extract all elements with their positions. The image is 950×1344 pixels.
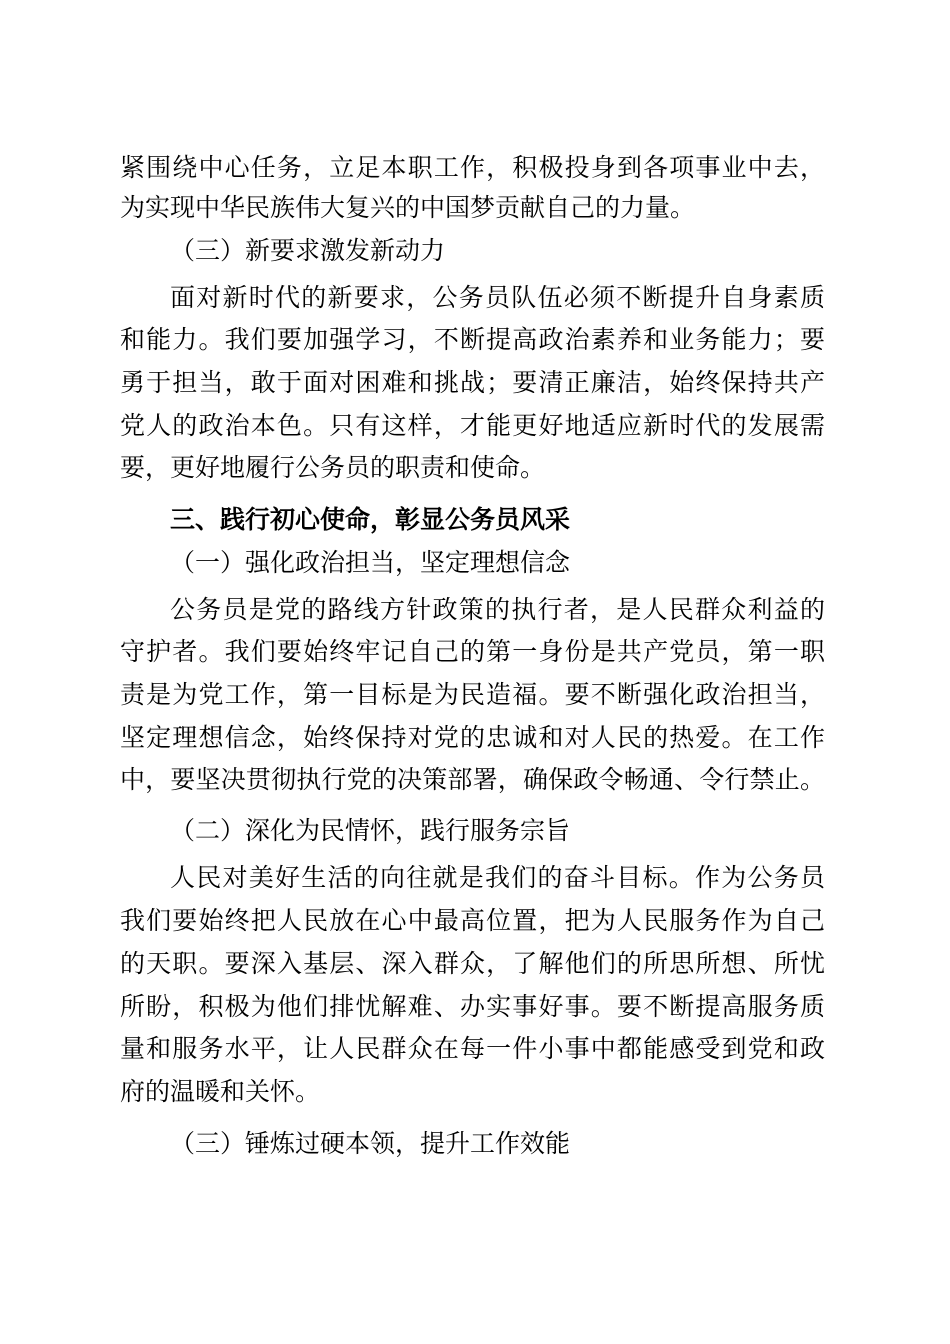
section-subheading: （三）锤炼过硬本领，提升工作效能 — [170, 1129, 571, 1158]
paragraph-line: 中，要坚决贯彻执行党的决策部署，确保政令畅通、令行禁止。 — [120, 765, 825, 794]
paragraph-line: 守护者。我们要始终牢记自己的第一身份是共产党员，第一职 — [120, 637, 825, 666]
section-subheading: （三）新要求激发新动力 — [170, 236, 446, 265]
paragraph-line: 人民对美好生活的向往就是我们的奋斗目标。作为公务员 — [170, 863, 825, 892]
paragraph-line: 坚定理想信念，始终保持对党的忠诚和对人民的热爱。在工作 — [120, 723, 825, 752]
paragraph-line: 公务员是党的路线方针政策的执行者，是人民群众利益的 — [170, 595, 825, 624]
paragraph-line: 所盼，积极为他们排忧解难、办实事好事。要不断提高服务质 — [120, 992, 825, 1021]
paragraph-line: 勇于担当，敢于面对困难和挑战；要清正廉洁，始终保持共产 — [120, 368, 825, 397]
paragraph-line: 党人的政治本色。只有这样，才能更好地适应新时代的发展需 — [120, 411, 825, 440]
paragraph-line: 我们要始终把人民放在心中最高位置，把为人民服务作为自己 — [120, 906, 825, 935]
section-heading: 三、践行初心使命，彰显公务员风采 — [170, 505, 571, 534]
paragraph-line: 面对新时代的新要求，公务员队伍必须不断提升自身素质 — [170, 283, 825, 312]
paragraph-line: 和能力。我们要加强学习，不断提高政治素养和业务能力；要 — [120, 325, 825, 354]
paragraph-line: 量和服务水平，让人民群众在每一件小事中都能感受到党和政 — [120, 1034, 825, 1063]
paragraph-line: 紧围绕中心任务，立足本职工作，积极投身到各项事业中去， — [120, 153, 825, 182]
paragraph-line: 要，更好地履行公务员的职责和使命。 — [120, 453, 546, 482]
section-subheading: （一）强化政治担当，坚定理想信念 — [170, 548, 571, 577]
paragraph-line: 责是为党工作，第一目标是为民造福。要不断强化政治担当， — [120, 680, 825, 709]
paragraph-line: 为实现中华民族伟大复兴的中国梦贡献自己的力量。 — [120, 193, 696, 222]
paragraph-line: 府的温暖和关怀。 — [120, 1077, 321, 1106]
paragraph-line: 的天职。要深入基层、深入群众，了解他们的所思所想、所忧 — [120, 949, 825, 978]
section-subheading: （二）深化为民情怀，践行服务宗旨 — [170, 816, 571, 845]
